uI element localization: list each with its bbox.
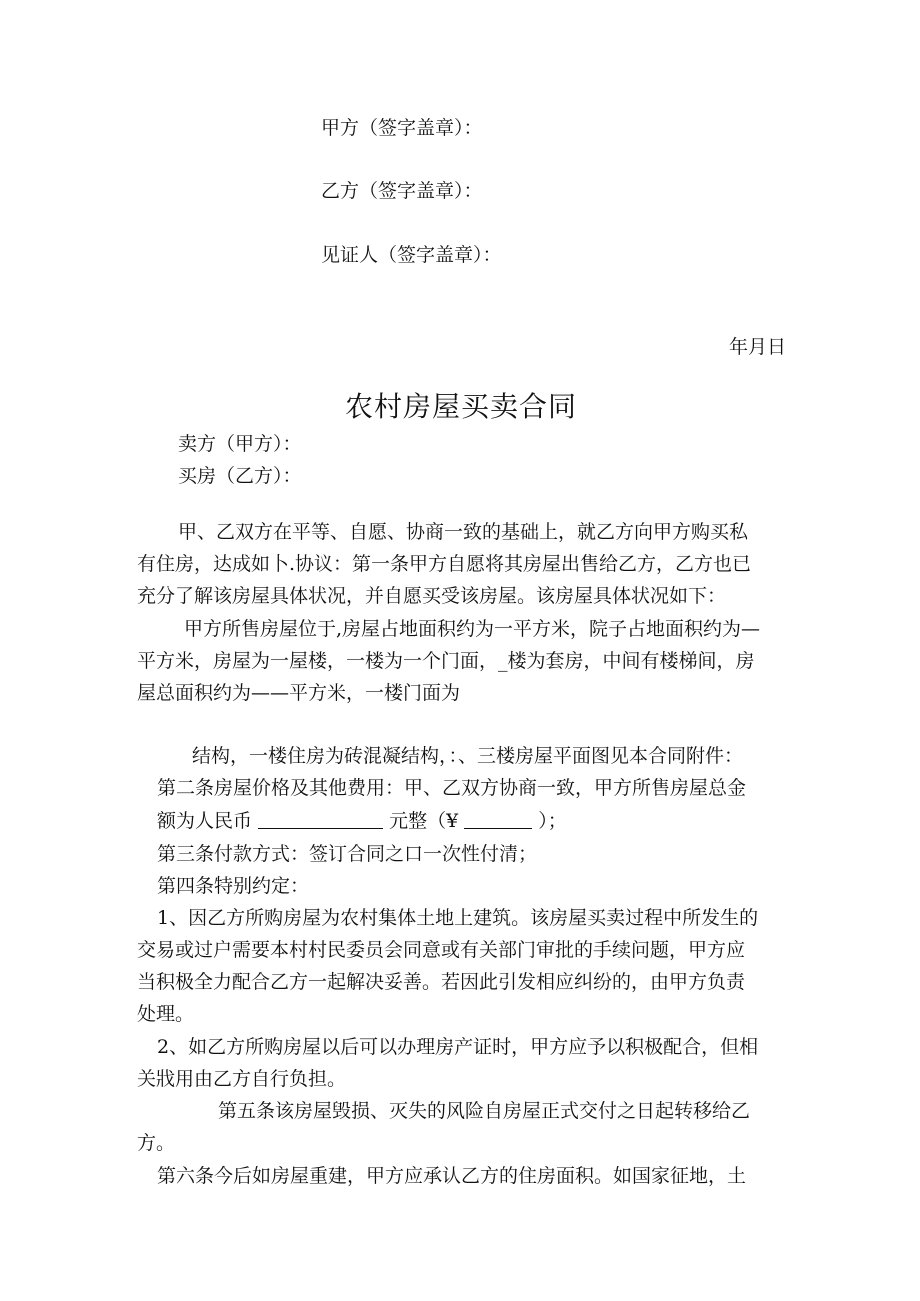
house-desc-line-2: 平方米，房屋为一屋楼，一楼为一个门面，_楼为套房，中间有楼梯间，房	[137, 650, 755, 672]
signature-party-a: 甲方（签字盖章）：	[321, 117, 483, 139]
price-amount-blank	[464, 810, 532, 829]
clause-1-line-1: 1、因乙方所购房屋为农村集体土地上建筑。该房屋买卖过程中所发生的	[157, 907, 759, 929]
price-blank	[258, 810, 383, 829]
price-suffix: ）；	[538, 810, 567, 832]
article-6: 第六条今后如房屋重建，甲方应承认乙方的住房面积。如国家征地，土	[157, 1165, 747, 1187]
intro-line-1: 甲、乙双方在平等、自愿、协商一致的基础上，就乙方向甲方购买私	[178, 521, 749, 543]
clause-1-line-4: 处理。	[137, 1003, 195, 1025]
intro-line-2: 有住房，达成如卜.协议：第一条甲方自愿将其房屋出售给乙方，乙方也已	[137, 553, 752, 575]
article-3: 第三条付款方式：签订合同之口一次性付清；	[157, 843, 538, 865]
article-4: 第四条特别约定：	[157, 875, 310, 897]
seller-label: 卖方（甲方）：	[178, 433, 302, 455]
page-title: 农村房屋买卖合同	[345, 390, 578, 423]
article-2-line-1: 第二条房屋价格及其他费用：甲、乙双方协商一致，甲方所售房屋总金	[157, 777, 747, 799]
signature-witness: 见证人（签字盖章）：	[321, 244, 502, 266]
intro-line-3: 充分了解该房屋具体状况，并自愿买受该房屋。该房屋具体状况如下：	[137, 585, 727, 607]
clause-1-line-3: 当积极全力配合乙方一起解决妥善。若因此引发相应纠纷的，由甲方负责	[137, 971, 746, 993]
house-desc-line-1: 甲方所售房屋位于,房屋占地面积约为一平方米，院子占地面积约为—	[184, 618, 761, 640]
house-desc-line-3: 屋总面积约为——平方米，一楼门面为	[137, 682, 461, 704]
price-mid: 元整（¥	[389, 810, 459, 832]
date-label: 年月日	[729, 336, 787, 358]
article-2-line-2	[157, 809, 567, 833]
article-5-line-1: 第五条该房屋毁损、灭失的风险自房屋正式交付之日起转移给乙	[218, 1100, 751, 1122]
clause-2-line-1: 2、如乙方所购房屋以后可以办理房产证时，甲方应予以积极配合，但相	[157, 1036, 759, 1058]
article-5-line-2: 方。	[137, 1132, 176, 1154]
structure-line: 结构，一楼住房为砖混凝结构，：、三楼房屋平面图见本合同附件：	[192, 745, 744, 767]
clause-1-line-2: 交易或过户需要本村村民委员会同意或有关部门审批的手续问题，甲方应	[137, 939, 746, 961]
clause-2-line-2: 关戕用由乙方自行负担。	[137, 1068, 347, 1090]
buyer-label: 买房（乙方）：	[178, 465, 302, 487]
signature-party-b: 乙方（签字盖章）：	[321, 180, 483, 202]
price-prefix: 额为人民币	[157, 810, 253, 832]
